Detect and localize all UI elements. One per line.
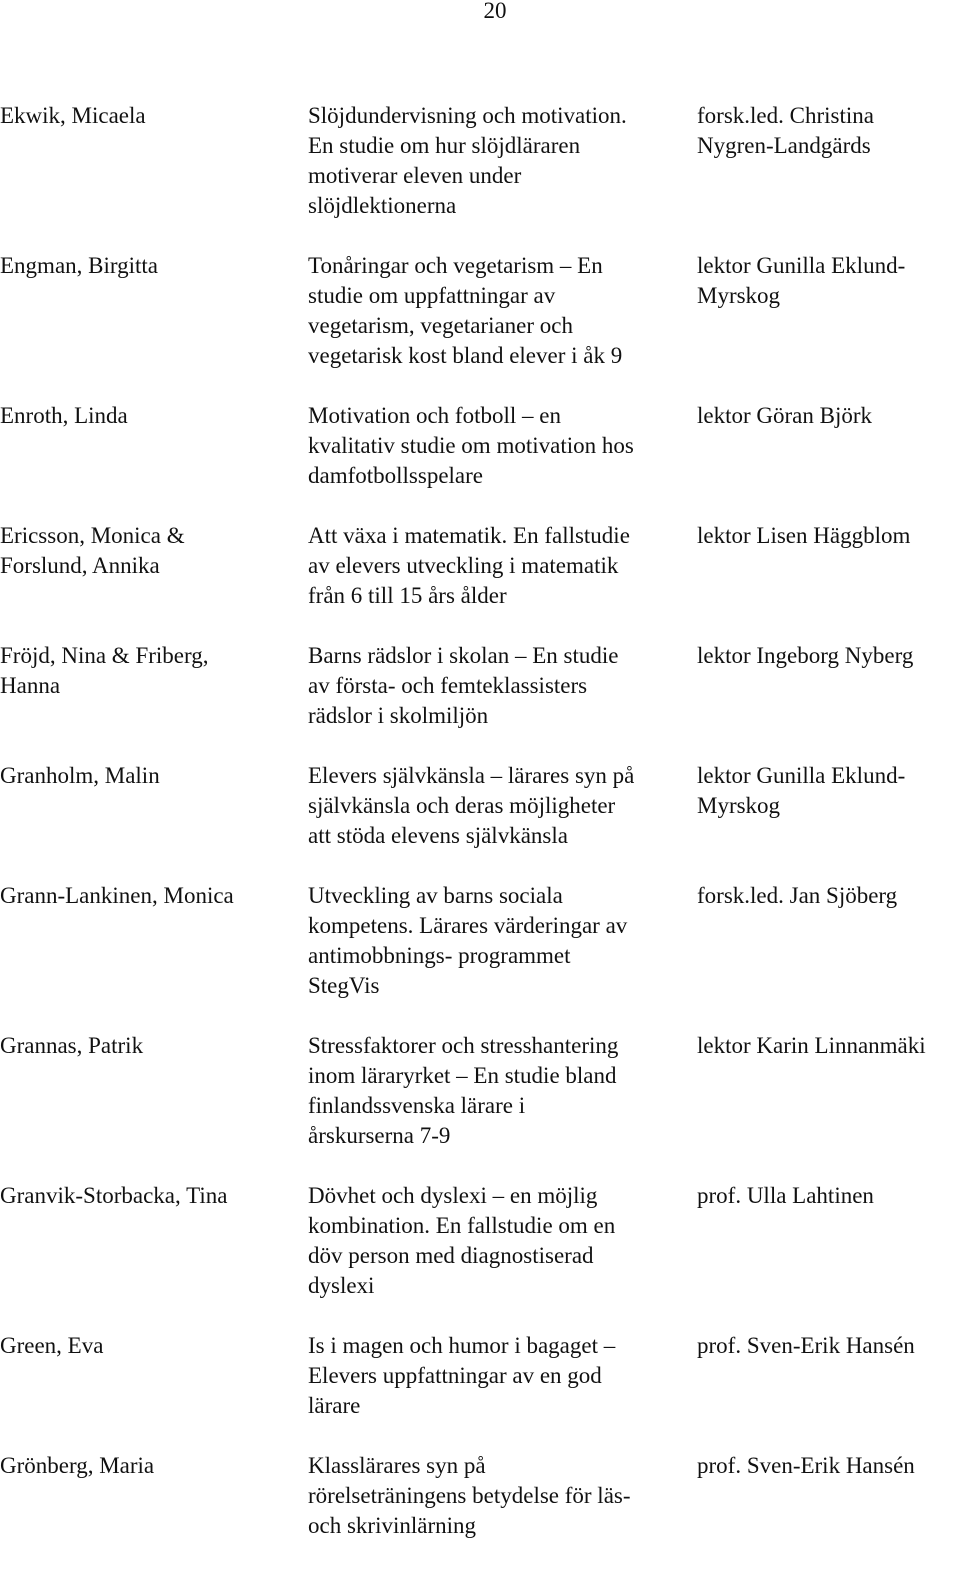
supervisor-name: prof. Ulla Lahtinen <box>697 1183 874 1208</box>
author-name: Grannas, Patrik <box>0 1033 144 1058</box>
thesis-title: Barns rädslor i skolan – En studie av första- och femteklassisters rädslor i skolmiljön <box>308 643 619 728</box>
list-item <box>0 1451 960 1541</box>
author-name: Granholm, Malin <box>0 763 160 788</box>
thesis-title: Motivation och fotboll – en kvalitativ studie om motivation hos damfotbollsspelare <box>308 403 634 488</box>
thesis-title: Utveckling av barns sociala kompetens. Lärares värderingar av antimobbnings- programmet StegVis <box>308 883 628 998</box>
supervisor-name: lektor Ingeborg Nyberg <box>697 643 914 668</box>
thesis-title: Stressfaktorer och stresshantering inom läraryrket – En studie bland finlandssvenska lärare i årskurserna 7-9 <box>308 1033 619 1148</box>
author-name: Grönberg, Maria <box>0 1453 155 1478</box>
author-name: Enroth, Linda <box>0 403 128 428</box>
thesis-title: Slöjdundervisning och motivation. En studie om hur slöjdläraren motiverar eleven under slöjdlektionerna <box>308 103 627 218</box>
list-item <box>0 641 960 731</box>
thesis-list <box>0 101 960 1571</box>
list-item <box>0 761 960 851</box>
supervisor-name: lektor Lisen Häggblom <box>697 523 911 548</box>
author-name: Engman, Birgitta <box>0 253 159 278</box>
thesis-title: Att växa i matematik. En fallstudie av elevers utveckling i matematik från 6 till 15 års ålder <box>308 523 630 608</box>
list-item <box>0 401 960 491</box>
supervisor-name: prof. Sven-Erik Hansén <box>697 1333 915 1358</box>
list-item <box>0 101 960 221</box>
author-name: Granvik-Storbacka, Tina <box>0 1183 228 1208</box>
supervisor-name: lektor Gunilla Eklund- Myrskog <box>697 763 906 818</box>
supervisor-name: prof. Sven-Erik Hansén <box>697 1453 915 1478</box>
thesis-title: Klasslärares syn på rörelseträningens betydelse för läs- och skrivinlärning <box>308 1453 631 1538</box>
author-name: Fröjd, Nina & Friberg, Hanna <box>0 643 209 698</box>
thesis-title: Dövhet och dyslexi – en möjlig kombination. En fallstudie om en döv person med diagnostiserad dyslexi <box>308 1183 616 1298</box>
author-name: Ericsson, Monica & Forslund, Annika <box>0 523 185 578</box>
page-number: 20 <box>483 0 507 23</box>
list-item <box>0 521 960 611</box>
list-item <box>0 1331 960 1421</box>
list-item <box>0 1031 960 1151</box>
list-item <box>0 1181 960 1301</box>
author-name: Grann-Lankinen, Monica <box>0 883 234 908</box>
author-name: Ekwik, Micaela <box>0 103 146 128</box>
supervisor-name: forsk.led. Jan Sjöberg <box>697 883 898 908</box>
list-item <box>0 881 960 1001</box>
author-name: Green, Eva <box>0 1333 104 1358</box>
thesis-title: Tonåringar och vegetarism – En studie om uppfattningar av vegetarism, vegetarianer och vegetarisk kost bland elever i åk 9 <box>308 253 623 368</box>
supervisor-name: lektor Göran Björk <box>697 403 873 428</box>
thesis-title: Elevers självkänsla – lärares syn på självkänsla och deras möjligheter att stöda elevens självkänsla <box>308 763 635 848</box>
supervisor-name: lektor Karin Linnanmäki <box>697 1033 926 1058</box>
supervisor-name: lektor Gunilla Eklund- Myrskog <box>697 253 906 308</box>
list-item <box>0 251 960 371</box>
thesis-title: Is i magen och humor i bagaget – Elevers uppfattningar av en god lärare <box>308 1333 616 1418</box>
supervisor-name: forsk.led. Christina Nygren-Landgärds <box>697 103 874 158</box>
